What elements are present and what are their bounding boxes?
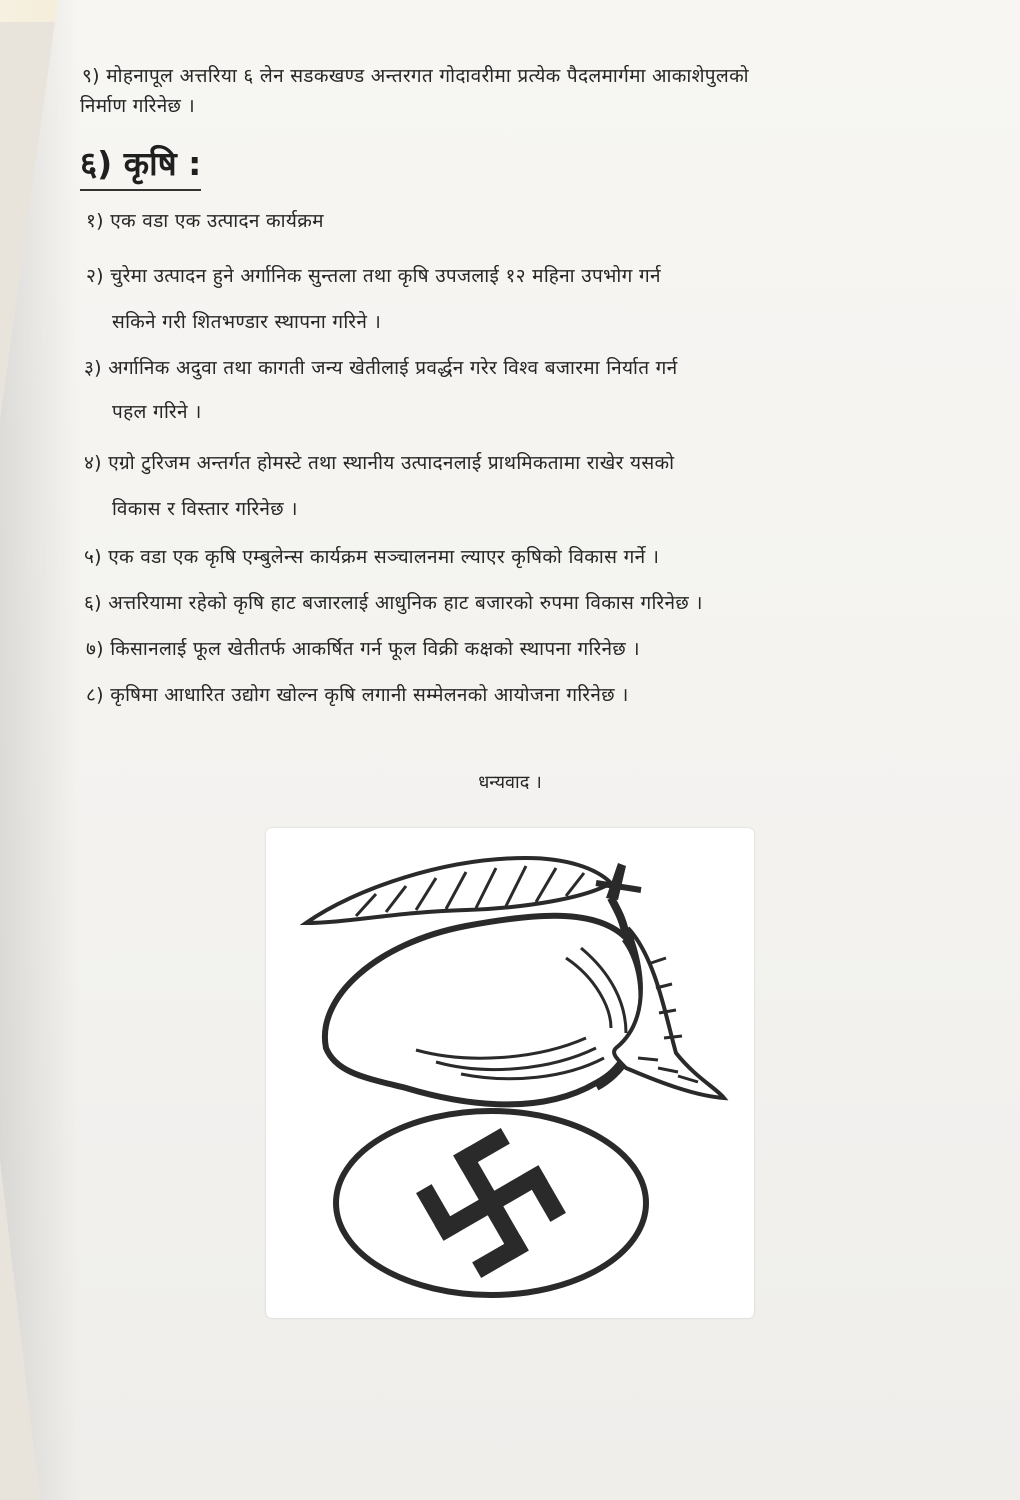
list-item: ३) अर्गानिक अदुवा तथा कागती जन्य खेतीलाई प्रवर्द्धन गरेर विश्व बजारमा निर्यात गर्न: [84, 357, 678, 379]
section-heading: ६) कृषि :: [80, 140, 201, 191]
election-emblem: [266, 828, 754, 1318]
paragraph-line: ९) मोहनापूल अत्तरिया ६ लेन सडकखण्ड अन्तरगत गोदावरीमा प्रत्येक पैदलमार्गमा आकाशेपुलको: [82, 65, 749, 87]
list-item: ४) एग्रो टुरिजम अन्तर्गत होमस्टे तथा स्थानीय उत्पादनलाई प्राथमिकतामा राखेर यसको: [84, 452, 675, 474]
swastika-icon: [336, 1111, 646, 1295]
list-item-continuation: सकिने गरी शितभण्डार स्थापना गरिने ।: [112, 311, 382, 333]
mango-icon: [306, 858, 724, 1104]
list-item: ६) अत्तरियामा रहेको कृषि हाट बजारलाई आधुनिक हाट बजारको रुपमा विकास गरिनेछ ।: [84, 592, 703, 614]
list-item: ८) कृषिमा आधारित उद्योग खोल्न कृषि लगानी सम्मेलनको आयोजना गरिनेछ ।: [86, 684, 629, 706]
list-item: ७) किसानलाई फूल खेतीतर्फ आकर्षित गर्न फूल विक्री कक्षको स्थापना गरिनेछ ।: [86, 638, 640, 660]
page-edge-shadow: [0, 0, 80, 1500]
paragraph-line: निर्माण गरिनेछ ।: [80, 95, 196, 117]
closing-text: धन्यवाद ।: [478, 772, 542, 793]
list-item-continuation: पहल गरिने ।: [112, 401, 202, 423]
list-item: २) चुरेमा उत्पादन हुने अर्गानिक सुन्तला तथा कृषि उपजलाई १२ महिना उपभोग गर्न: [86, 265, 661, 287]
list-item: १) एक वडा एक उत्पादन कार्यक्रम: [86, 210, 324, 232]
list-item: ५) एक वडा एक कृषि एम्बुलेन्स कार्यक्रम सञ्चालनमा ल्याएर कृषिको विकास गर्ने ।: [84, 546, 660, 568]
list-item-continuation: विकास र विस्तार गरिनेछ ।: [112, 498, 298, 520]
